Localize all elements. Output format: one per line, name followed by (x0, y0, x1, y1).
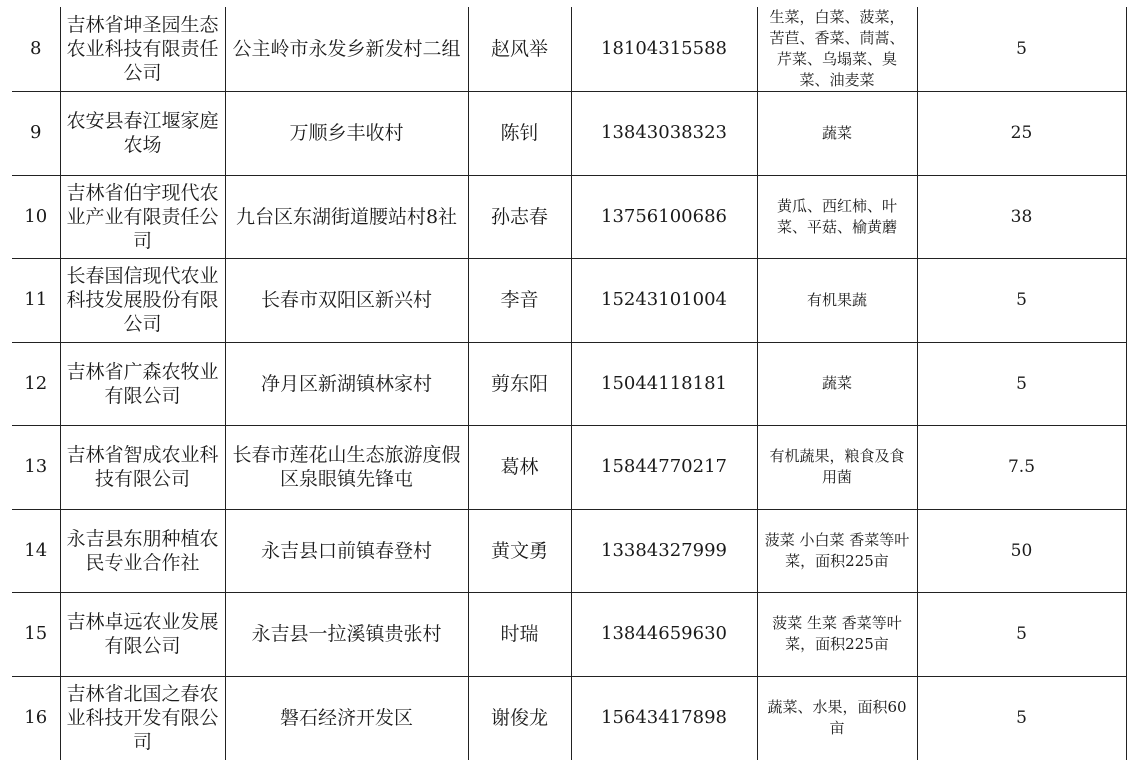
row-number: 12 (12, 342, 60, 426)
row-number: 9 (12, 92, 60, 176)
products: 菠菜 小白菜 香菜等叶菜，面积225亩 (757, 509, 917, 593)
company-name: 长春国信现代农业科技发展股份有限公司 (60, 259, 225, 343)
company-address: 永吉县一拉溪镇贵张村 (225, 593, 468, 677)
phone-number: 18104315588 (571, 7, 757, 92)
contact-person: 赵风举 (468, 7, 571, 92)
company-address: 磐石经济开发区 (225, 676, 468, 760)
table-row (12, 509, 1126, 593)
farm-enterprise-table (12, 7, 1127, 760)
company-name: 吉林省广森农牧业有限公司 (60, 342, 225, 426)
company-name: 吉林省智成农业科技有限公司 (60, 426, 225, 510)
contact-person: 黄文勇 (468, 509, 571, 593)
phone-number: 15044118181 (571, 342, 757, 426)
company-address: 长春市莲花山生态旅游度假区泉眼镇先锋屯 (225, 426, 468, 510)
company-name: 永吉县东朋种植农民专业合作社 (60, 509, 225, 593)
company-address: 公主岭市永发乡新发村二组 (225, 7, 468, 92)
company-address: 万顺乡丰收村 (225, 92, 468, 176)
row-number: 15 (12, 593, 60, 677)
company-name: 吉林省坤圣园生态农业科技有限责任公司 (60, 7, 225, 92)
table-row (12, 259, 1126, 343)
products: 生菜，白菜、菠菜，苦苣、香菜、茼蒿、芹菜、乌塌菜、臭菜、油麦菜 (757, 7, 917, 92)
contact-person: 葛林 (468, 426, 571, 510)
products: 有机果蔬 (757, 259, 917, 343)
company-name: 吉林省伯宇现代农业产业有限责任公司 (60, 175, 225, 259)
table-row (12, 676, 1126, 760)
table-row (12, 92, 1126, 176)
phone-number: 13384327999 (571, 509, 757, 593)
area-value: 5 (917, 7, 1126, 92)
contact-person: 李音 (468, 259, 571, 343)
products: 蔬菜 (757, 92, 917, 176)
contact-person: 陈钊 (468, 92, 571, 176)
table-row (12, 7, 1126, 92)
products: 黄瓜、西红柿、叶菜、平菇、榆黄蘑 (757, 175, 917, 259)
phone-number: 13843038323 (571, 92, 757, 176)
company-address: 长春市双阳区新兴村 (225, 259, 468, 343)
table-row (12, 426, 1126, 510)
contact-person: 时瑞 (468, 593, 571, 677)
area-value: 38 (917, 175, 1126, 259)
table-row (12, 342, 1126, 426)
contact-person: 孙志春 (468, 175, 571, 259)
company-address: 永吉县口前镇春登村 (225, 509, 468, 593)
row-number: 16 (12, 676, 60, 760)
phone-number: 13844659630 (571, 593, 757, 677)
company-address: 净月区新湖镇林家村 (225, 342, 468, 426)
company-name: 农安县春江堰家庭农场 (60, 92, 225, 176)
row-number: 11 (12, 259, 60, 343)
row-number: 8 (12, 7, 60, 92)
phone-number: 15243101004 (571, 259, 757, 343)
phone-number: 15643417898 (571, 676, 757, 760)
products: 蔬菜、水果，面积60亩 (757, 676, 917, 760)
table-container (12, 7, 1127, 760)
area-value: 50 (917, 509, 1126, 593)
area-value: 25 (917, 92, 1126, 176)
company-name: 吉林省北国之春农业科技开发有限公司 (60, 676, 225, 760)
area-value: 5 (917, 676, 1126, 760)
table-row (12, 593, 1126, 677)
products: 蔬菜 (757, 342, 917, 426)
area-value: 5 (917, 342, 1126, 426)
products: 菠菜 生菜 香菜等叶菜，面积225亩 (757, 593, 917, 677)
products: 有机蔬果，粮食及食用菌 (757, 426, 917, 510)
area-value: 7.5 (917, 426, 1126, 510)
phone-number: 15844770217 (571, 426, 757, 510)
row-number: 10 (12, 175, 60, 259)
phone-number: 13756100686 (571, 175, 757, 259)
table-row (12, 175, 1126, 259)
contact-person: 剪东阳 (468, 342, 571, 426)
company-name: 吉林卓远农业发展有限公司 (60, 593, 225, 677)
company-address: 九台区东湖街道腰站村8社 (225, 175, 468, 259)
contact-person: 谢俊龙 (468, 676, 571, 760)
area-value: 5 (917, 593, 1126, 677)
row-number: 13 (12, 426, 60, 510)
area-value: 5 (917, 259, 1126, 343)
row-number: 14 (12, 509, 60, 593)
